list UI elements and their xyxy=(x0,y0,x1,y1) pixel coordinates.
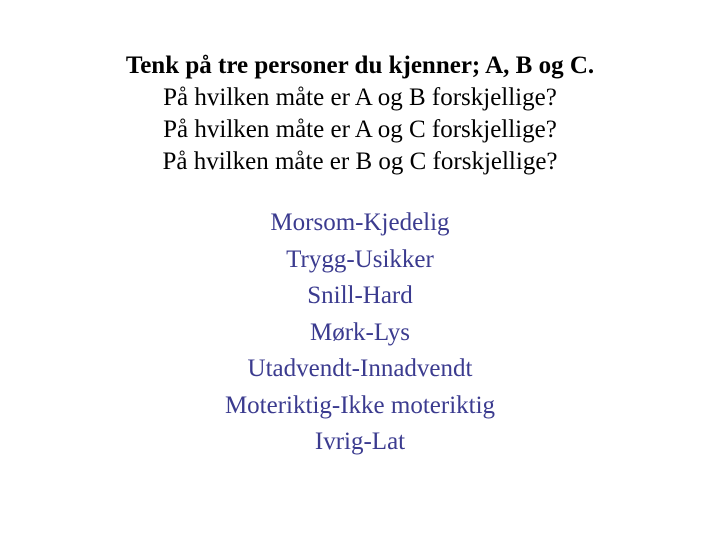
question-block xyxy=(0,50,720,178)
question-a-c: På hvilken måte er A og C forskjellige? xyxy=(163,116,557,143)
trait-pair: Snill-Hard xyxy=(307,282,413,309)
trait-pair: Mørk-Lys xyxy=(310,318,410,346)
question-a-b: På hvilken måte er A og B forskjellige? xyxy=(163,84,557,111)
trait-pair: Ivrig-Lat xyxy=(314,428,406,455)
trait-pair: Morsom-Kjedelig xyxy=(270,209,450,236)
trait-pair: Trygg-Usikker xyxy=(286,245,434,273)
question-b-c: På hvilken måte er B og C forskjellige? xyxy=(162,148,558,175)
trait-pair: Moteriktig-Ikke moteriktig xyxy=(224,391,496,419)
trait-pair: Utadvendt-Innadvendt xyxy=(247,355,473,382)
slide-title: Tenk på tre personer du kjenner; A, B og C. xyxy=(125,52,595,79)
trait-pair-list xyxy=(0,205,720,461)
